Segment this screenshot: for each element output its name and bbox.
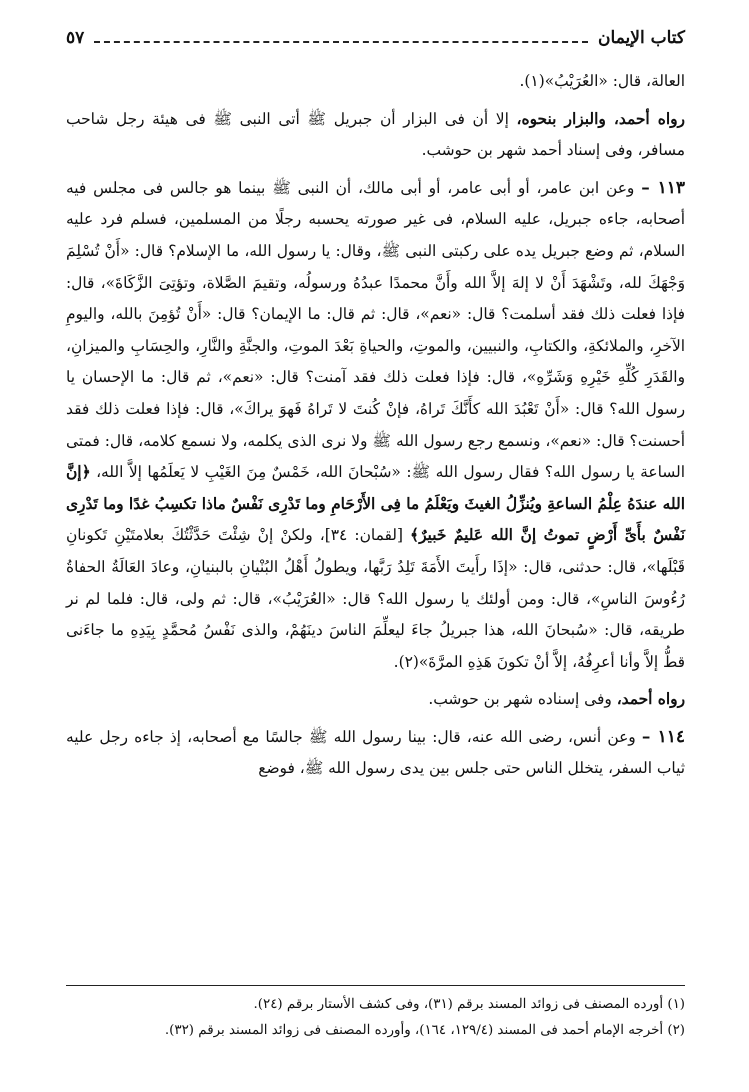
page-number: ٥٧ xyxy=(66,28,85,48)
main-text xyxy=(66,66,685,785)
header-rule xyxy=(94,41,588,43)
footnote-1: (١) أورده المصنف فى زوائد المسند برقم (٣١)، وفى كشف الأستار برقم (٢٤). xyxy=(253,997,685,1012)
quran-verse: ﴿إنَّ الله عندَهُ عِلْمُ الساعةِ ويُنزِّلُ الغيثَ ويَعْلَمُ ما فِى الأَرْحَامِ وما تَدْرِى نَفْسٌ ماذا تكسِبُ غدًا وما تَدْرِى نَفْسٌ بأَىِّ أَرْضٍ تموتُ إنَّ الله عَليمٌ خَبيرٌ﴾ xyxy=(66,463,685,545)
hadith-114-text: وعن أنس، رضى الله عنه، قال: بينا رسول الله ﷺ جالسًا مع أصحابه، إذ جاءه رجل عليه ثياب السفر، يتخلل الناس حتى جلس بين يدى رسول الله ﷺ، فوضع xyxy=(66,727,685,778)
footnotes xyxy=(66,985,685,1044)
page-header xyxy=(66,28,685,62)
attribution-bold: رواه أحمد، والبزار بنحوه، xyxy=(516,109,685,128)
paragraph-attribution-1 xyxy=(66,104,685,167)
hadith-114 xyxy=(66,722,685,785)
footnote-2: (٢) أخرجه الإمام أحمد فى المسند (١٢٩/٤، ١٦٤)، وأورده المصنف فى زوائد المسند برقم (٣٢). xyxy=(164,1023,685,1038)
attribution-text-2: وفى إسناده شهر بن حوشب. xyxy=(428,690,617,709)
hadith-number-114: ١١٤ – xyxy=(641,726,685,747)
book-title: كتاب الإيمان xyxy=(598,28,685,48)
attribution-text: إلا أن فى البزار أن جبريل ﷺ أتى النبى ﷺ فى هيئة رجل شاحب مسافر، وفى إسناد أحمد شهر بن حوشب. xyxy=(66,109,685,160)
hadith-113-text-2: [لقمان: ٣٤]، ولكنْ إنْ شِئْتَ حَدَّثْتُكَ بعلامتَيْنِ تَكونانِ قَبْلَها»، قال: حدثنى، قال: «إذَا رأَيتَ الأَمَةَ تَلِدُ رَبَّها، ويطولُ أَهْلُ البُنْيانِ بالبنيانِ، وعادَ العَالَةُ الحفاةُ رُءُوسَ الناسِ»، قال: ومن أولئك يا رسول الله؟ قال: «العُرَيْبُ»، قال: ثم ولى، قال: فلما لم نر طريقه، قال: «سُبحانَ الله، هذا جبريلُ جاءَ ليعلِّمَ الناسَ دينَهُمْ، والذى نَفْسُ مُحمَّدٍ بِيَدِهِ ما جاءَنى قطُّ إلاَّ وأنا أعرِفُهُ، إلاَّ أنْ تكونَ هَذِهِ المرَّةَ»(٢). xyxy=(66,526,685,671)
hadith-number-113: ١١٣ – xyxy=(641,177,685,198)
paragraph-continuation: العالة، قال: «العُرَيْبُ»(١). xyxy=(519,72,685,90)
hadith-113-text: وعن ابن عامر، أو أبى عامر، أو أبى مالك، أن النبى ﷺ بينما هو جالس فى مجلس فيه أصحابه، جاءه جبريل، عليه السلام، فى غير صورته يحسبه رجلًا من المسلمين، فسلم فرد عليه السلام، ثم وضع جبريل يده على ركبتى النبى ﷺ، وقال: يا رسول الله، ما الإسلام؟ قال: «أَنْ تُسْلِمَ وَجْهَكَ لله، وتَشْهَدَ أَنْ لا إلهَ إلاَّ الله وأَنَّ محمدًا عبدُهُ ورسولُه، وتقيمَ الصَّلاة، وتؤتِىَ الزَّكَاةَ»، قال: فإذا فعلت ذلك فقد أسلمت؟ قال: «نعم»، قال: ثم قال: ما الإيمان؟ قال: «أَنْ تُؤمِنَ بالله، واليومِ الآخرِ، والملائكةِ، والكتابِ، والنبيين، والموتِ، والحياةِ بَعْدَ الموتِ، والجنَّةِ والنَّارِ، والحِسَابِ والميزانِ، والقَدَرِ كُلِّهِ خَيْرِهِ وَشَرِّهِ»، قال: فإذا فعلت ذلك فقد آمنت؟ قال: «نعم»، ثم قال: ما الإحسان يا رسول الله؟ قال: «أَنْ تَعْبُدَ الله كأَنَّكَ تَراهُ، فإنْ كُنتَ لا تَراهُ فَهوَ يراكَ»، قال: فإذا فعلت ذلك فقد أحسنت؟ قال: «نعم»، ونسمع رجع رسول الله ﷺ ولا نرى الذى يكلمه، ولا نسمع كلامه، قال: فمتى الساعة يا رسول الله؟ فقال رسول الله ﷺ: «سُبْحانَ الله، خَمْسٌ مِنَ الغَيْبِ لا يَعلَمُها إلاَّ الله، xyxy=(66,178,685,482)
attribution-bold-2: رواه أحمد، xyxy=(616,690,685,709)
hadith-113 xyxy=(66,173,685,679)
paragraph-attribution-2 xyxy=(66,684,685,716)
